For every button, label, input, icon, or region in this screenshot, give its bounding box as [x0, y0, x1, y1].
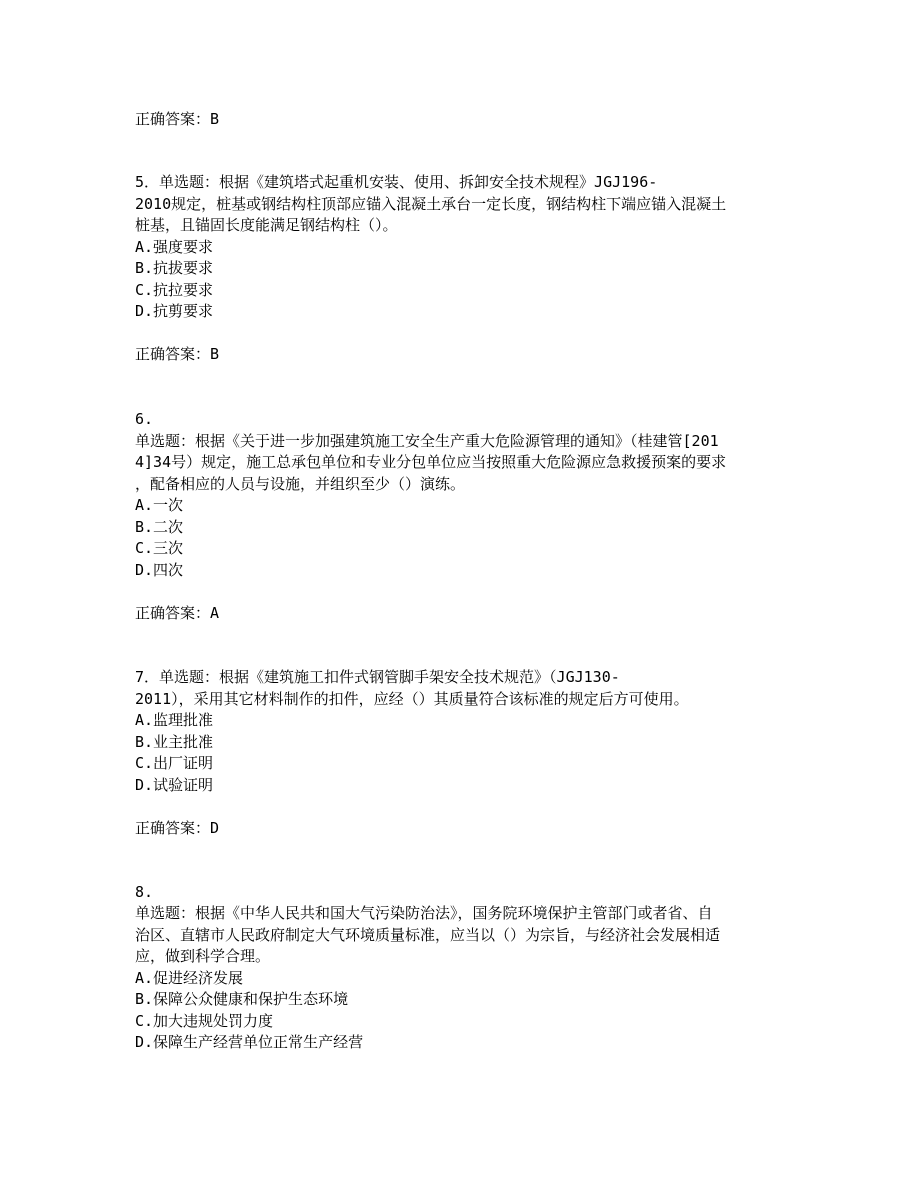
question-6-option-a: A.一次 [135, 496, 184, 514]
question-8-option-d: D.保障生产经营单位正常生产经营 [135, 1033, 364, 1051]
question-5-option-d: D.抗剪要求 [135, 302, 214, 320]
question-7-option-b: B.业主批准 [135, 733, 214, 751]
answer-previous: 正确答案：B [135, 110, 220, 128]
question-5-answer: 正确答案：B [135, 345, 220, 363]
question-5-line-2: 2010规定，桩基或钢结构柱顶部应锚入混凝土承台一定长度，钢结构柱下端应锚入混凝土 [135, 195, 727, 213]
question-8-option-c: C.加大违规处罚力度 [135, 1012, 274, 1030]
question-8-line-2: 单选题：根据《中华人民共和国大气污染防治法》，国务院环境保护主管部门或者省、自 [135, 904, 713, 922]
question-7-option-c: C.出厂证明 [135, 754, 214, 772]
question-5-option-b: B.抗拔要求 [135, 259, 214, 277]
question-5-line-1: 5．单选题：根据《建筑塔式起重机安装、使用、拆卸安全技术规程》JGJ196- [135, 173, 658, 191]
question-7-option-d: D.试验证明 [135, 776, 214, 794]
question-6-line-2: 单选题：根据《关于进一步加强建筑施工安全生产重大危险源管理的通知》（桂建管[201 [135, 432, 719, 450]
question-6-line-3: 4]34号）规定，施工总承包单位和专业分包单位应当按照重大危险源应急救援预案的要求 [135, 453, 727, 471]
question-5-option-c: C.抗拉要求 [135, 281, 214, 299]
question-8-line-3: 治区、直辖市人民政府制定大气环境质量标准，应当以（）为宗旨，与经济社会发展相适 [135, 926, 721, 944]
question-6-line-1: 6. [135, 410, 154, 428]
question-5-option-a: A.强度要求 [135, 238, 214, 256]
question-7-answer: 正确答案：D [135, 819, 220, 837]
question-6-line-4: ，配备相应的人员与设施，并组织至少（）演练。 [135, 475, 466, 493]
question-8-option-b: B.保障公众健康和保护生态环境 [135, 990, 349, 1008]
question-8-option-a: A.促进经济发展 [135, 969, 244, 987]
question-7-line-2: 2011），采用其它材料制作的扣件，应经（）其质量符合该标准的规定后方可使用。 [135, 690, 689, 708]
question-8-line-4: 应，做到科学合理。 [135, 947, 271, 965]
question-7-option-a: A.监理批准 [135, 711, 214, 729]
question-7-line-1: 7．单选题：根据《建筑施工扣件式钢管脚手架安全技术规范》（JGJ130- [135, 668, 620, 686]
question-6-option-b: B.二次 [135, 518, 184, 536]
question-5-line-3: 桩基，且锚固长度能满足钢结构柱（）。 [135, 216, 398, 234]
question-6-answer: 正确答案：A [135, 604, 220, 622]
question-6-option-d: D.四次 [135, 561, 184, 579]
question-8-line-1: 8. [135, 883, 154, 901]
question-6-option-c: C.三次 [135, 539, 184, 557]
